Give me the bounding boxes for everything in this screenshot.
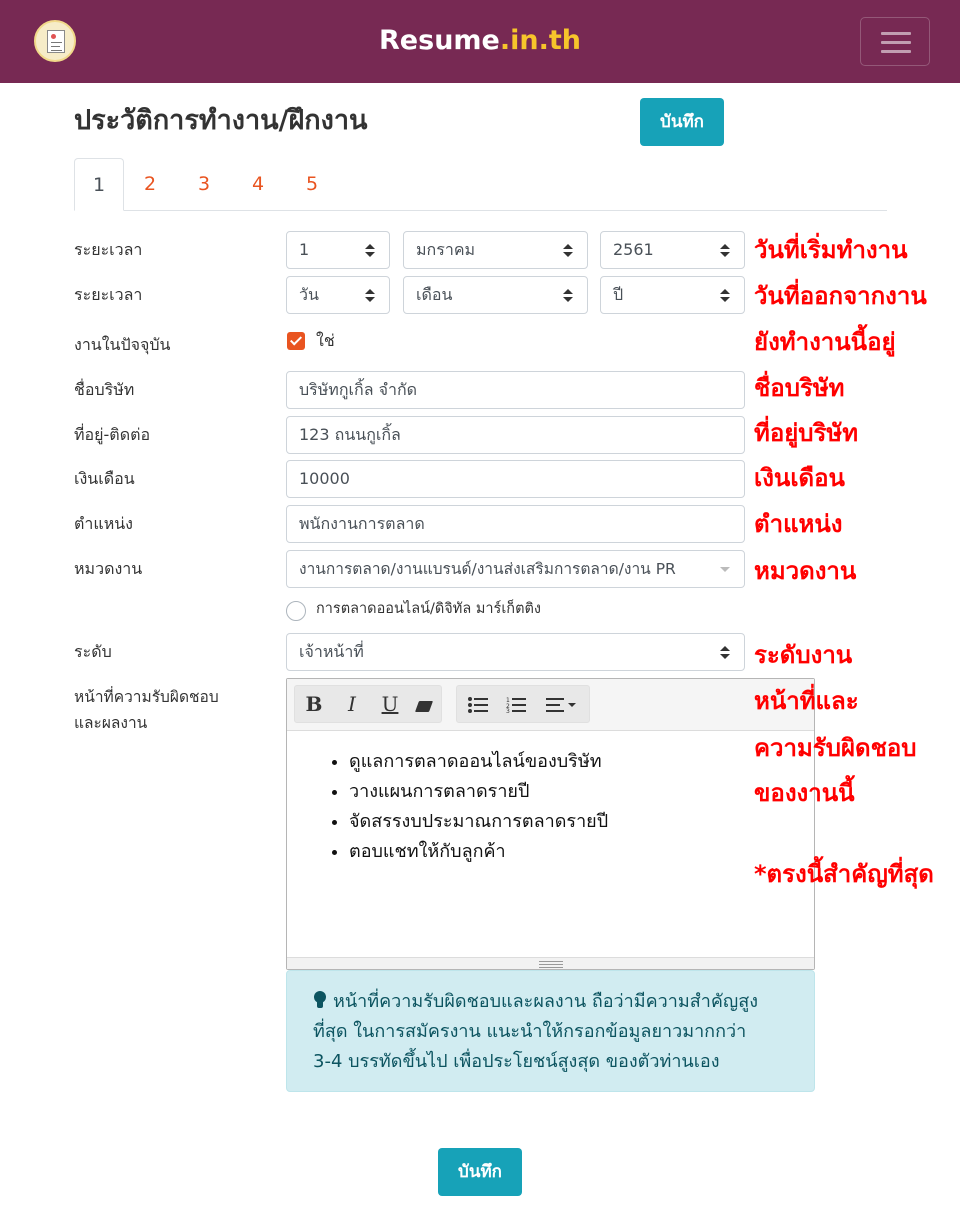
format-button-group — [294, 685, 442, 723]
end-day-value: วัน — [299, 285, 319, 304]
category-value: งานการตลาด/งานแบรนด์/งานส่งเสริมการตลาด/งาน PR — [299, 560, 676, 578]
annotation-category: หมวดงาน — [754, 557, 857, 585]
end-year-select[interactable] — [600, 276, 745, 314]
end-month-value: เดือน — [416, 285, 453, 304]
company-input[interactable]: บริษัทกูเกิ้ล จำกัด — [286, 371, 745, 409]
end-date-label: ระยะเวลา — [74, 285, 143, 304]
subcategory-radio-label[interactable]: การตลาดออนไลน์/ดิจิทัล มาร์เก็ตติง — [316, 601, 541, 617]
annotation-position: ตำแหน่ง — [754, 510, 843, 538]
align-dropdown-icon[interactable] — [537, 686, 587, 722]
duties-editor[interactable] — [286, 678, 815, 970]
lightbulb-icon — [313, 991, 327, 1009]
category-select[interactable] — [286, 550, 745, 588]
hamburger-icon — [881, 32, 911, 35]
level-label: ระดับ — [74, 642, 112, 661]
current-job-label: งานในปัจจุบัน — [74, 335, 171, 354]
tip-line2: ที่สุด ในการสมัครงาน แนะนำให้กรอกข้อมูลยาวมากกว่า — [313, 1021, 747, 1042]
current-job-checkbox-label[interactable]: ใช่ — [316, 331, 335, 350]
editor-content[interactable] — [287, 731, 814, 957]
annotation-important: *ตรงนี้สำคัญที่สุด — [754, 860, 934, 888]
start-year-value: 2561 — [613, 240, 654, 259]
level-select[interactable] — [286, 633, 745, 671]
editor-toolbar — [287, 679, 814, 731]
bold-icon[interactable]: B — [305, 692, 323, 716]
tab-5[interactable]: 5 — [305, 173, 319, 195]
svg-text:2: 2 — [506, 703, 510, 710]
list-item: • ดูแลการตลาดออนไลน์ของบริษัท — [349, 747, 794, 777]
brand-title[interactable] — [0, 24, 960, 58]
position-label: ตำแหน่ง — [74, 514, 133, 533]
duties-label-line2: และผลงาน — [74, 714, 148, 732]
salary-label: เงินเดือน — [74, 469, 135, 488]
annotation-company: ชื่อบริษัท — [754, 374, 845, 402]
tip-alert — [286, 970, 815, 1092]
navbar — [0, 0, 960, 83]
save-button-bottom[interactable]: บันทึก — [438, 1148, 522, 1196]
tab-3[interactable]: 3 — [197, 173, 211, 195]
level-value: เจ้าหน้าที่ — [299, 642, 364, 661]
svg-text:3: 3 — [506, 708, 510, 713]
list-item: • จัดสรรงบประมาณการตลาดรายปี — [349, 807, 794, 837]
annotation-duties-line3: ของงานนี้ — [754, 779, 855, 807]
tab-1[interactable]: 1 — [74, 158, 124, 211]
underline-icon[interactable]: U — [381, 692, 399, 716]
company-label: ชื่อบริษัท — [74, 380, 135, 399]
select-arrows-icon — [563, 244, 573, 258]
list-item: • วางแผนการตลาดรายปี — [349, 777, 794, 807]
end-year-value: ปี — [613, 285, 624, 304]
address-label: ที่อยู่-ติดต่อ — [74, 425, 151, 444]
address-input[interactable]: 123 ถนนกูเกิ้ล — [286, 416, 745, 454]
italic-icon[interactable]: I — [348, 692, 356, 716]
list-button-group — [456, 685, 590, 723]
select-arrows-icon — [563, 289, 573, 303]
ordered-list-icon[interactable] — [497, 686, 535, 722]
tip-line3: 3-4 บรรทัดขึ้นไป เพื่อประโยชน์สูงสุด ของตัวท่านเอง — [313, 1051, 720, 1072]
select-arrows-icon — [720, 646, 730, 660]
end-day-select[interactable] — [286, 276, 390, 314]
editor-resize-handle[interactable] — [287, 957, 814, 969]
start-month-select[interactable] — [403, 231, 588, 269]
start-day-select[interactable] — [286, 231, 390, 269]
duties-label-line1: หน้าที่ความรับผิดชอบ — [74, 688, 219, 706]
annotation-still-working: ยังทำงานนี้อยู่ — [754, 328, 896, 356]
subcategory-radio[interactable] — [286, 601, 306, 621]
tip-line1: หน้าที่ความรับผิดชอบและผลงาน ถือว่ามีความสำคัญสูง — [333, 991, 759, 1012]
select-arrows-icon — [720, 289, 730, 303]
position-input[interactable]: พนักงานการตลาด — [286, 505, 745, 543]
select-arrows-icon — [720, 244, 730, 258]
tab-2[interactable]: 2 — [143, 173, 157, 195]
annotation-start-date: วันที่เริ่มทำงาน — [754, 236, 908, 264]
start-date-label: ระยะเวลา — [74, 240, 143, 259]
start-month-value: มกราคม — [416, 240, 476, 259]
save-button-top[interactable]: บันทึก — [640, 98, 724, 146]
salary-input[interactable]: 10000 — [286, 460, 745, 498]
brand-main: Resume — [379, 25, 500, 56]
end-month-select[interactable] — [403, 276, 588, 314]
select-arrows-icon — [365, 289, 375, 303]
select-arrows-icon — [365, 244, 375, 258]
start-year-select[interactable] — [600, 231, 745, 269]
svg-text:1: 1 — [506, 697, 510, 704]
annotation-duties-line2: ความรับผิดชอบ — [754, 734, 917, 762]
annotation-salary: เงินเดือน — [754, 464, 845, 492]
page-title: ประวัติการทำงาน/ฝึกงาน — [74, 105, 368, 136]
category-label: หมวดงาน — [74, 559, 143, 578]
annotation-address: ที่อยู่บริษัท — [754, 419, 859, 447]
start-day-value: 1 — [299, 240, 310, 259]
eraser-icon[interactable] — [405, 686, 443, 722]
annotation-level: ระดับงาน — [754, 641, 853, 669]
menu-toggle-button[interactable] — [860, 17, 930, 66]
annotation-end-date: วันที่ออกจากงาน — [754, 282, 927, 310]
unordered-list-icon[interactable] — [459, 686, 497, 722]
tab-4[interactable]: 4 — [251, 173, 265, 195]
list-item: • ตอบแชทให้กับลูกค้า — [349, 837, 794, 867]
current-job-checkbox[interactable] — [287, 332, 305, 350]
chevron-down-icon — [720, 567, 730, 572]
annotation-duties-line1: หน้าที่และ — [754, 687, 859, 715]
brand-accent: .in.th — [499, 25, 581, 56]
